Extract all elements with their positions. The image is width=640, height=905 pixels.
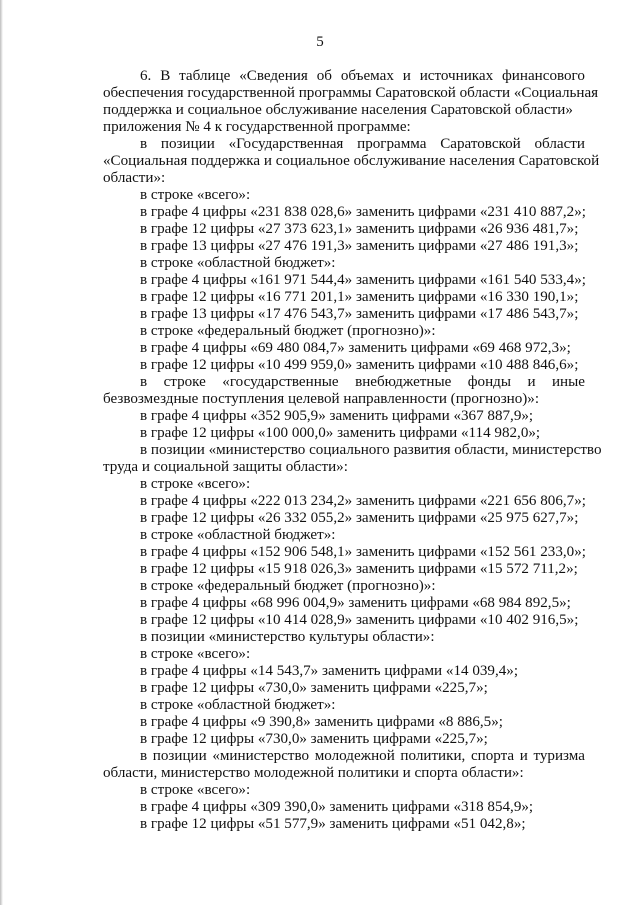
text-line: безвозмездные поступления целевой направленности (прогнозно)»: bbox=[103, 391, 540, 407]
document-body bbox=[103, 68, 602, 833]
replacement-line: в графе 4 цифры «69 480 084,7» заменить цифрами «69 468 972,3»; bbox=[140, 340, 571, 356]
text-line: обеспечения государственной программы Саратовской области «Социальная bbox=[103, 85, 599, 101]
word: и bbox=[527, 374, 536, 390]
replacement-line: в графе 13 цифры «27 476 191,3» заменить цифрами «27 486 191,3»; bbox=[140, 238, 579, 254]
word: программа bbox=[357, 136, 427, 152]
text-line: «Социальная поддержка и социальное обслуживание населения Саратовской bbox=[103, 153, 600, 169]
word: «Сведения bbox=[239, 68, 308, 84]
replacement-line: в графе 4 цифры «309 390,0» заменить цифрами «318 854,9»; bbox=[140, 799, 534, 815]
word: об bbox=[316, 68, 332, 84]
replacement-line: в графе 4 цифры «14 543,7» заменить цифрами «14 039,4»; bbox=[140, 663, 519, 679]
position-line bbox=[103, 748, 585, 765]
row-heading: в строке «федеральный бюджет (прогнозно)»: bbox=[140, 323, 436, 339]
replacement-line: в графе 4 цифры «68 996 004,9» заменить цифрами «68 984 892,5»; bbox=[140, 595, 571, 611]
replacement-line: в графе 12 цифры «10 499 959,0» заменить цифрами «10 488 846,6»; bbox=[140, 357, 579, 373]
position-line bbox=[103, 136, 585, 153]
replacement-line: в графе 4 цифры «9 390,8» заменить цифрами «8 886,5»; bbox=[140, 714, 503, 730]
replacement-line: в графе 12 цифры «730,0» заменить цифрами «225,7»; bbox=[140, 731, 488, 747]
word: финансового bbox=[502, 68, 585, 84]
row-heading: в строке «федеральный бюджет (прогнозно)»: bbox=[140, 578, 436, 594]
word: и bbox=[519, 748, 528, 764]
text-line: поддержка и социальное обслуживание населения Саратовской области» bbox=[103, 102, 573, 118]
word: источниках bbox=[419, 68, 494, 84]
word: таблице bbox=[179, 68, 231, 84]
row-heading: в строке «областной бюджет»: bbox=[140, 527, 336, 543]
paragraph-6-line-1 bbox=[103, 68, 585, 85]
word: В bbox=[160, 68, 171, 84]
replacement-line: в графе 4 цифры «161 971 544,4» заменить цифрами «161 540 533,4»; bbox=[140, 272, 586, 288]
word: 6. bbox=[140, 68, 152, 84]
row-heading: в строке «всего»: bbox=[140, 782, 251, 798]
word: «Государственная bbox=[228, 136, 344, 152]
word: области bbox=[534, 136, 585, 152]
text-line: области, министерство молодежной политики и спорта области»: bbox=[103, 765, 524, 781]
replacement-line: в графе 12 цифры «100 000,0» заменить цифрами «114 982,0»; bbox=[140, 425, 541, 441]
page-number: 5 bbox=[316, 34, 324, 50]
replacement-line: в графе 12 цифры «10 414 028,9» заменить цифрами «10 402 916,5»; bbox=[140, 612, 579, 628]
word: молодежной bbox=[314, 748, 395, 764]
word: и bbox=[402, 68, 411, 84]
word: в bbox=[140, 136, 148, 152]
word: строке bbox=[163, 374, 206, 390]
row-heading bbox=[103, 374, 585, 391]
replacement-line: в графе 12 цифры «26 332 055,2» заменить цифрами «25 975 627,7»; bbox=[140, 510, 579, 526]
word: «государственные bbox=[222, 374, 339, 390]
position-line: в позиции «министерство культуры области»: bbox=[140, 629, 435, 645]
row-heading: в строке «областной бюджет»: bbox=[140, 697, 336, 713]
word: в bbox=[140, 374, 148, 390]
word: политики, bbox=[400, 748, 466, 764]
text-line: приложения № 4 к государственной программе: bbox=[103, 119, 411, 135]
position-line: в позиции «министерство социального развития области, министерство bbox=[140, 442, 602, 458]
word: спорта bbox=[470, 748, 515, 764]
replacement-line: в графе 4 цифры «231 838 028,6» заменить цифрами «231 410 887,2»; bbox=[140, 204, 586, 220]
replacement-line: в графе 12 цифры «51 577,9» заменить цифрами «51 042,8»; bbox=[140, 816, 526, 832]
word: позиции bbox=[152, 748, 207, 764]
scan-edge-shadow bbox=[0, 0, 3, 905]
replacement-line: в графе 4 цифры «222 013 234,2» заменить цифрами «221 656 806,7»; bbox=[140, 493, 586, 509]
replacement-line: в графе 12 цифры «15 918 026,3» заменить цифрами «15 572 711,2»; bbox=[140, 561, 578, 577]
word: Саратовской bbox=[440, 136, 521, 152]
word: позиции bbox=[160, 136, 215, 152]
word: объемах bbox=[340, 68, 394, 84]
replacement-line: в графе 4 цифры «352 905,9» заменить цифрами «367 887,9»; bbox=[140, 408, 534, 424]
text-line: труда и социальной защиты области»: bbox=[103, 459, 348, 475]
replacement-line: в графе 12 цифры «27 373 623,1» заменить цифрами «26 936 481,7»; bbox=[140, 221, 579, 237]
word: «министерство bbox=[212, 748, 310, 764]
row-heading: в строке «всего»: bbox=[140, 187, 251, 203]
row-heading: в строке «областной бюджет»: bbox=[140, 255, 336, 271]
word: иные bbox=[551, 374, 585, 390]
replacement-line: в графе 12 цифры «16 771 201,1» заменить цифрами «16 330 190,1»; bbox=[140, 289, 579, 305]
replacement-line: в графе 4 цифры «152 906 548,1» заменить цифрами «152 561 233,0»; bbox=[140, 544, 586, 560]
word: внебюджетные bbox=[355, 374, 452, 390]
row-heading: в строке «всего»: bbox=[140, 646, 251, 662]
word: туризма bbox=[533, 748, 585, 764]
replacement-line: в графе 12 цифры «730,0» заменить цифрами «225,7»; bbox=[140, 680, 488, 696]
row-heading: в строке «всего»: bbox=[140, 476, 251, 492]
word: в bbox=[140, 748, 148, 764]
word: фонды bbox=[467, 374, 511, 390]
replacement-line: в графе 13 цифры «17 476 543,7» заменить цифрами «17 486 543,7»; bbox=[140, 306, 579, 322]
text-line: области»: bbox=[103, 170, 166, 186]
